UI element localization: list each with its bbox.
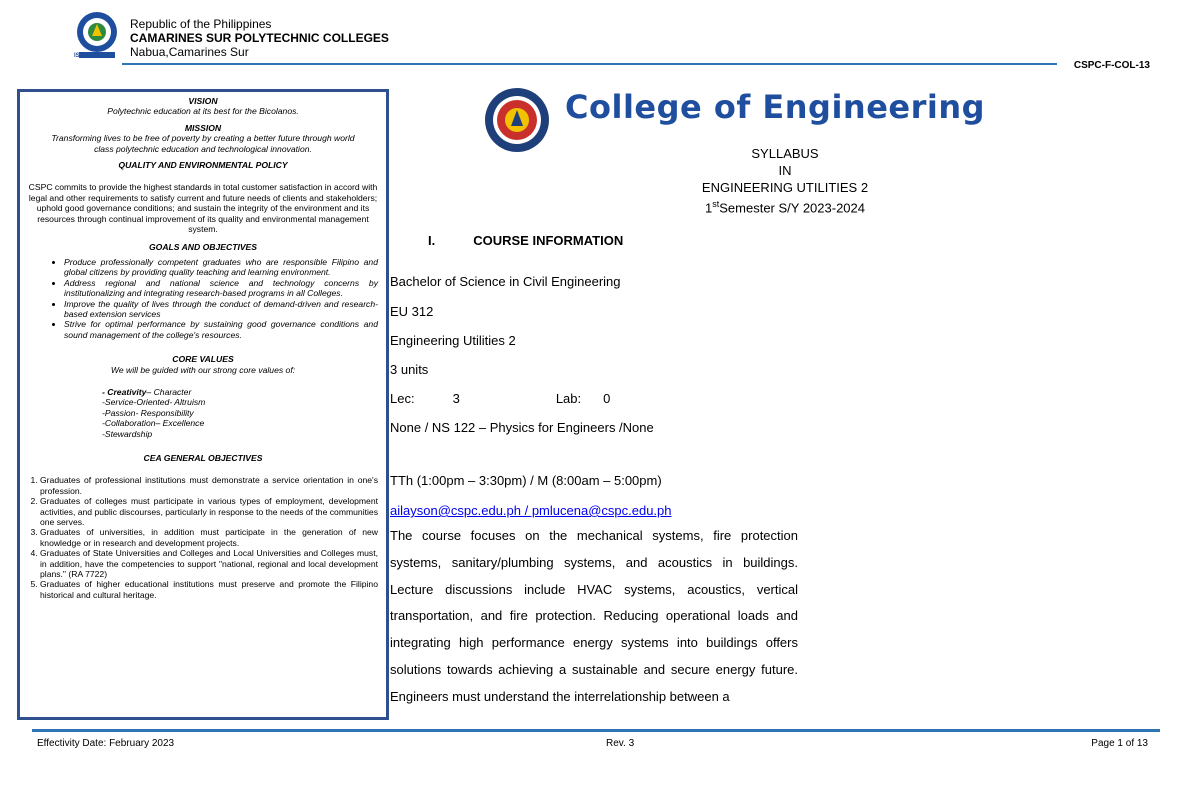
cea-item: 1. Graduates of professional institutions must demonstrate a service orientation in one's profession. [40, 475, 378, 496]
college-title: College of Engineering [565, 88, 986, 126]
iso-label: ISO 9001:2015 [74, 53, 115, 59]
value-stewardship: -Stewardship [102, 428, 153, 439]
value-responsibility: - Responsibility [135, 407, 194, 418]
cea-item: 3. Graduates of universities, in addition must participate in the generation of new knowledge or in research and development projects. [40, 527, 378, 548]
goal-item: • Address regional and national science and technology concerns by institutionalizing and integrating research-based programs in all Colleges. [64, 278, 378, 299]
course-description: The course focuses on the mechanical systems, fire protection systems, sanitary/plumbing systems, and acoustics in buildings. Lecture discussions include HVAC systems, acoustics, vertical transportation, and fire protection. Reducing operational loads and integrating high performance energy systems into buildings offers solutions towards achieving a sustainable and secure energy future. Engineers must understand the interrelationship between a [390, 528, 798, 704]
lec-value: 3 [452, 391, 460, 406]
revision-label: Rev. 3 [606, 738, 635, 749]
units-value: 3 units [390, 362, 429, 377]
republic-label: Republic of the Philippines [130, 17, 272, 31]
semester-label: 1stSemester S/Y 2023-2024 [705, 199, 865, 216]
cea-item: 4. Graduates of State Universities and Colleges and Local Universities and Colleges must, in addition, have the competencies to support "national, regional and local development plans." (RA 7722) [40, 548, 378, 579]
value-altruism: - Altruism [169, 397, 206, 408]
core-values-grid [28, 387, 378, 439]
goal-item: • Produce professionally competent graduates who are responsible Filipino and global citizens by providing quality teaching and learning environment. [64, 257, 378, 278]
core-values-intro: We will be guided with our strong core values of: [110, 364, 296, 375]
value-passion: -Passion [102, 407, 136, 418]
goal-item: • Improve the quality of lives through the conduct of demand-driven and research- based extension services [64, 299, 378, 320]
policy-text: CSPC commits to provide the highest standards in total customer satisfaction in accord with legal and other requirements to satisfy current and future needs of clients and stakeholders; uphold good governance conditions; and sustain the integrity of the environment and its resources through continual improvement of its quality and environmental management system. [28, 182, 378, 235]
value-creativity: - Creativity [102, 386, 147, 397]
cea-list [28, 475, 378, 600]
institution-address: Nabua,Camarines Sur [130, 45, 249, 59]
prerequisite-value: None / NS 122 – Physics for Engineers /None [390, 420, 654, 435]
vision-title: VISION [188, 96, 218, 106]
instructor-email-link[interactable]: ailayson@cspc.edu.ph / pmlucena@cspc.edu.ph [390, 503, 672, 518]
goals-list [28, 257, 378, 340]
schedule-value: TTh (1:00pm – 3:30pm) / M (8:00am – 5:00pm) [390, 473, 662, 488]
policy-title: QUALITY AND ENVIRONMENTAL POLICY [118, 160, 288, 171]
engineering-seal-logo [483, 86, 551, 154]
goals-title: GOALS AND OBJECTIVES [148, 242, 258, 253]
header-rule [122, 63, 1057, 65]
goal-item: • Strive for optimal performance by sustaining good governance conditions and sound management of the college's resources. [64, 319, 378, 340]
value-service: -Service-Oriented [102, 397, 170, 408]
program-value: Bachelor of Science in Civil Engineering [390, 274, 621, 289]
header-text [130, 17, 389, 59]
section-title: COURSE INFORMATION [473, 233, 624, 248]
lec-lab-row [390, 391, 610, 406]
form-code: CSPC-F-COL-13 [1073, 60, 1150, 71]
syllabus-label: SYLLABUS [751, 146, 819, 161]
mission-text: Transforming lives to be free of poverty by creating a better future through world class polytechnic education and technological innovation. [51, 133, 355, 154]
value-excellence: – Excellence [155, 418, 205, 429]
lab-label: Lab: [555, 391, 582, 406]
lab-value: 0 [603, 391, 611, 406]
page-number: Page 1 of 13 [1091, 738, 1148, 749]
cea-item: 5. Graduates of higher educational institutions must preserve and promote the Filipino historical and cultural heritage. [40, 579, 378, 600]
course-title: ENGINEERING UTILITIES 2 [701, 180, 869, 195]
value-character: – Character [146, 386, 192, 397]
mission-title: MISSION [184, 122, 222, 133]
institution-name: CAMARINES SUR POLYTECHNIC COLLEGES [130, 31, 389, 45]
section-heading [428, 233, 623, 248]
cea-item: 2. Graduates of colleges must participate in various types of employment, development activities, and public discourses, particularly in response to the needs of the communities one serves. [40, 496, 378, 527]
section-number: I. [428, 233, 436, 248]
value-collaboration: -Collaboration [102, 418, 156, 429]
vmgo-panel [17, 89, 389, 720]
vision-text: Polytechnic education at its best for the Bicolanos. [107, 106, 299, 117]
syllabus-title-block [600, 145, 970, 216]
footer-rule [32, 729, 1160, 732]
course-name-value: Engineering Utilities 2 [390, 333, 516, 348]
cea-title: CEA GENERAL OBJECTIVES [143, 452, 263, 463]
core-values-title: CORE VALUES [172, 354, 234, 365]
course-code-value: EU 312 [390, 304, 434, 319]
in-label: IN [778, 163, 792, 178]
effectivity-date: Effectivity Date: February 2023 [37, 738, 175, 749]
lec-label: Lec: [390, 391, 415, 406]
